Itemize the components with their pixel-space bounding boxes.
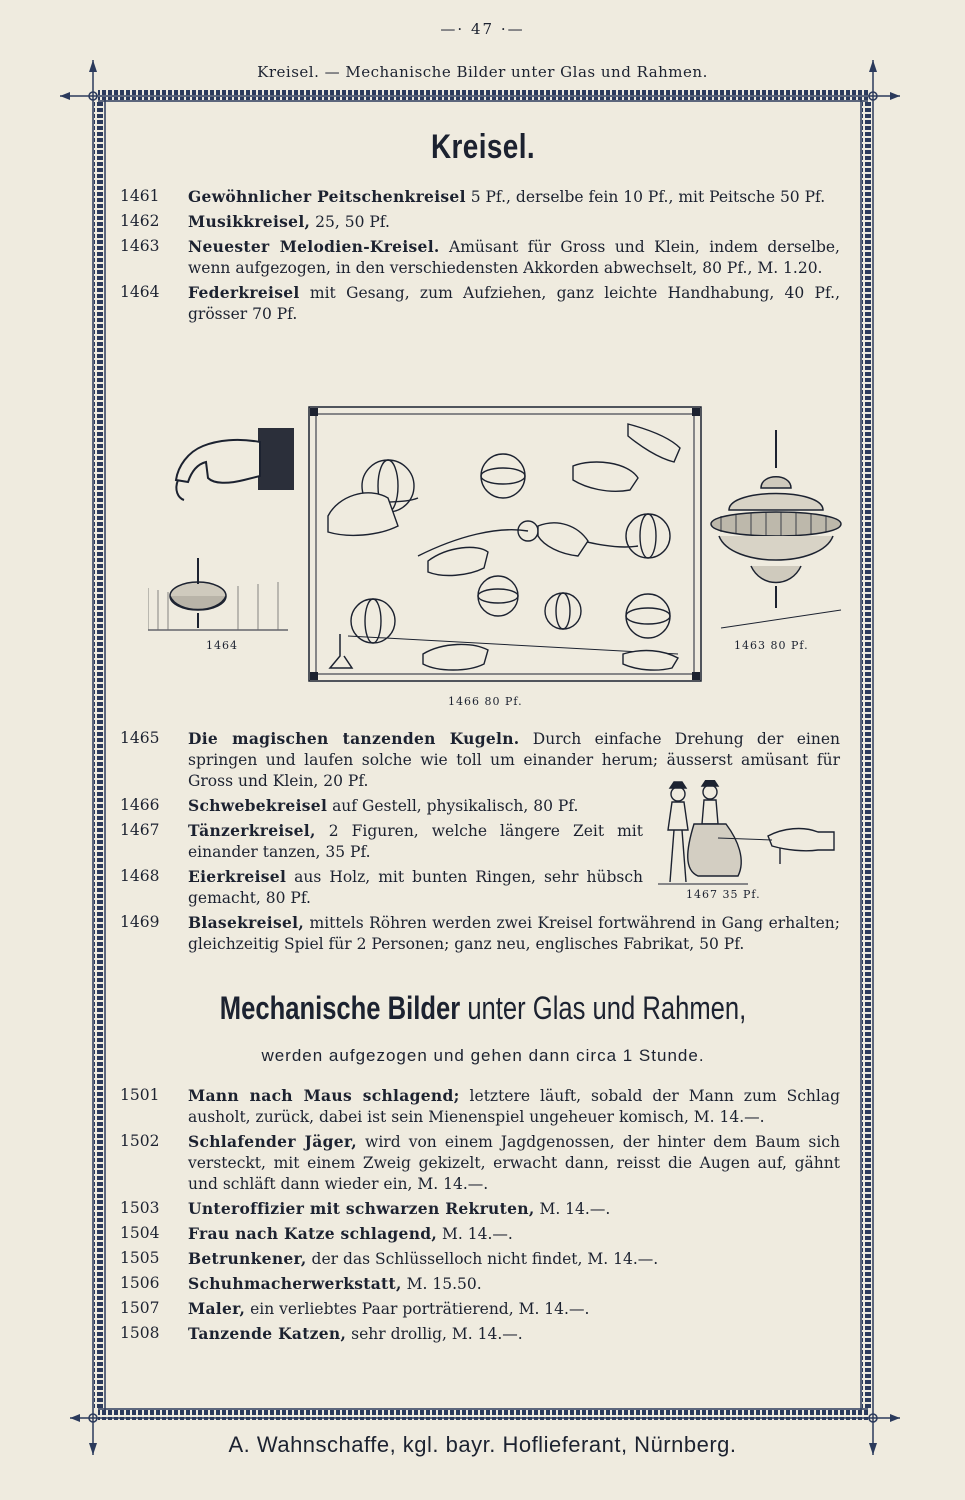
page-ornament-right: ·— (500, 20, 525, 38)
item-text: M. 15.50. (401, 1275, 482, 1293)
border-right (861, 60, 873, 1455)
item-text: aus Holz, mit bunten Ringen, sehr hübsch gemacht, 80 Pf. (188, 868, 643, 907)
item-text: letztere läuft, sobald der Mann zum Schlag ausholt, zurück, dabei ist sein Mienenspiel ungeheuer komisch, M. 14.—. (188, 1087, 840, 1126)
border-left (93, 60, 105, 1455)
section-title-kreisel: Kreisel. (430, 128, 536, 166)
item-name: Neuester Melodien-Kreisel. (188, 237, 440, 256)
list-item (120, 1273, 840, 1295)
figure-caption: 1463 80 Pf. (734, 639, 809, 652)
item-name: Blasekreisel, (188, 913, 305, 932)
list-item (120, 1323, 840, 1345)
item-text: der das Schlüsselloch nicht findet, M. 14.—. (306, 1250, 659, 1268)
list-item (120, 1131, 840, 1195)
item-number: 1506 (120, 1274, 160, 1292)
list-item (120, 186, 840, 208)
item-name: Tanzende Katzen, (188, 1324, 347, 1343)
item-number: 1466 (120, 796, 160, 814)
item-name: Unteroffizier mit schwarzen Rekruten, (188, 1199, 535, 1218)
item-name: Tänzerkreisel, (188, 821, 316, 840)
item-text: sehr drollig, M. 14.—. (346, 1325, 523, 1343)
item-name: Eierkreisel (188, 867, 287, 886)
dancer-top-illustration (638, 780, 838, 900)
figure-caption: 1464 (206, 639, 238, 652)
publisher-footer: A. Wahnschaffe, kgl. bayr. Hoflieferant, Nürnberg. (228, 1432, 737, 1457)
list-item (120, 795, 643, 817)
item-number: 1468 (120, 867, 160, 885)
item-text: auf Gestell, physikalisch, 80 Pf. (327, 797, 579, 815)
dancing-balls-illustration (308, 406, 702, 682)
list-item (120, 1248, 840, 1270)
list-item (120, 236, 840, 279)
item-number: 1467 (120, 821, 160, 839)
item-number: 1501 (120, 1086, 160, 1104)
item-number: 1505 (120, 1249, 160, 1267)
item-number: 1503 (120, 1199, 160, 1217)
item-name: Gewöhnlicher Peitschenkreisel (188, 187, 466, 206)
figure-caption: 1466 80 Pf. (448, 695, 523, 708)
list-item (120, 1298, 840, 1320)
item-name: Die magischen tanzenden Kugeln. (188, 729, 520, 748)
item-name: Schlafender Jäger, (188, 1132, 357, 1151)
item-name: Frau nach Katze schlagend, (188, 1224, 438, 1243)
item-name: Schuhmacherwerkstatt, (188, 1274, 402, 1293)
item-text: Durch einfache Drehung der einen springen und laufen solche wie toll um einander herum; äusserst amüsant für Gross und Klein, 20 Pf. (188, 730, 840, 790)
item-text: ein verliebtes Paar porträtierend, M. 14.—. (245, 1300, 590, 1318)
item-text: Amüsant für Gross und Klein, indem derselbe, wenn aufgezogen, in den verschiedensten Akkorden abwechselt, 80 Pf., M. 1.20. (188, 238, 840, 277)
item-text: 5 Pf., derselbe fein 10 Pf., mit Peitsche 50 Pf. (465, 188, 826, 206)
page-number-value: 47 (470, 20, 495, 38)
list-item (120, 866, 643, 909)
section-title-bold: Mechanische Bilder (219, 990, 461, 1026)
item-number: 1464 (120, 283, 160, 301)
list-item (120, 1223, 840, 1245)
section-subtitle: werden aufgezogen und gehen dann circa 1 Stunde. (261, 1046, 705, 1065)
item-number: 1507 (120, 1299, 160, 1317)
item-name: Maler, (188, 1299, 246, 1318)
list-item (120, 1085, 840, 1128)
list-item (120, 282, 840, 325)
item-name: Schwebekreisel (188, 796, 328, 815)
item-text: 25, 50 Pf. (310, 213, 390, 231)
page-ornament-left: —· (440, 20, 465, 38)
running-head: Kreisel. — Mechanische Bilder unter Glas und Rahmen. (257, 63, 708, 81)
item-text: wird von einem Jagdgenossen, der hinter dem Baum sich versteckt, mit einem Zweig gekizelt, erwacht dann, reisst die Augen auf, gähnt und schläft dann wieder ein, M. 14.—. (188, 1133, 840, 1193)
item-name: Betrunkener, (188, 1249, 307, 1268)
item-name: Musikkreisel, (188, 212, 311, 231)
item-text: M. 14.—. (534, 1200, 611, 1218)
hand-top-illustration (148, 418, 308, 648)
entries-mechanische (120, 1085, 840, 1348)
figure-caption: 1467 35 Pf. (686, 888, 761, 901)
item-name: Mann nach Maus schlagend; (188, 1086, 460, 1105)
list-item (120, 211, 840, 233)
item-text: 2 Figuren, welche längere Zeit mit einander tanzen, 35 Pf. (188, 822, 643, 861)
melody-top-illustration (701, 428, 851, 638)
item-text: mittels Röhren werden zwei Kreisel fortwährend in Gang erhalten; gleichzeitig Spiel für 2 Personen; ganz neu, englisches Fabrikat, 50 Pf. (188, 914, 840, 953)
item-number: 1461 (120, 187, 160, 205)
section-title-mechanische (183, 990, 783, 1027)
item-number: 1504 (120, 1224, 160, 1242)
section-title-rest: unter Glas und Rahmen, (460, 990, 747, 1026)
content-frame (108, 100, 858, 1413)
item-text: M. 14.—. (437, 1225, 513, 1243)
figure-group (148, 398, 848, 708)
item-number: 1462 (120, 212, 160, 230)
item-number: 1469 (120, 913, 160, 931)
entries-top (120, 186, 840, 328)
item-name: Federkreisel (188, 283, 300, 302)
item-text: mit Gesang, zum Aufziehen, ganz leichte Handhabung, 40 Pf., grösser 70 Pf. (188, 284, 840, 323)
list-item (120, 1198, 840, 1220)
item-number: 1508 (120, 1324, 160, 1342)
item-number: 1502 (120, 1132, 160, 1150)
item-number: 1465 (120, 729, 160, 747)
item-number: 1463 (120, 237, 160, 255)
list-item (120, 912, 840, 955)
list-item (120, 820, 643, 863)
